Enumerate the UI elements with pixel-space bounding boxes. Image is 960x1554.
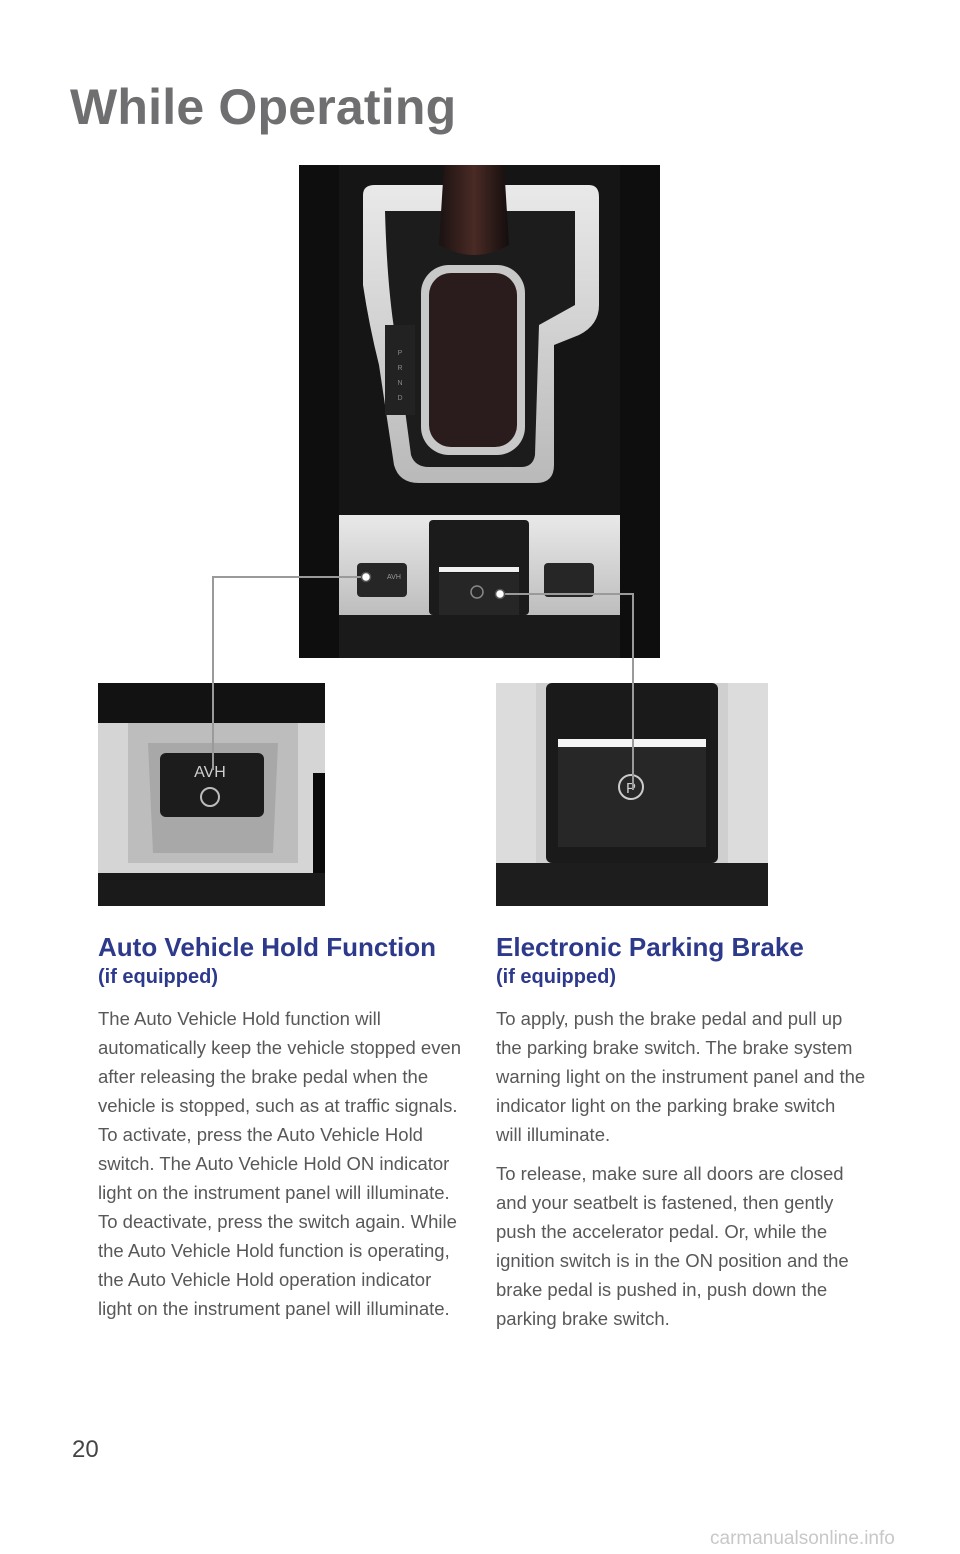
epb-button-label: P: [625, 780, 637, 797]
body-paragraph: To release, make sure all doors are closed and your seatbelt is fastened, then gently push the accelerator pedal. Or, while the ignition switch is in the ON position and the brake pedal is pushed in, push down the parking brake switch.: [496, 1163, 849, 1329]
auto-vehicle-hold-section: [98, 930, 468, 1333]
electronic-parking-brake-section: [496, 930, 866, 1343]
svg-text:R: R: [397, 365, 403, 372]
section-title: Auto Vehicle Hold Function: [98, 932, 436, 962]
body-paragraph: To apply, push the brake pedal and pull up the parking brake switch. The brake system warning light on the instrument panel and the indicator light on the parking brake switch will illuminate.: [496, 1008, 866, 1145]
watermark: carmanualsonline.info: [710, 1528, 895, 1549]
svg-text:P: P: [397, 350, 403, 357]
svg-text:D: D: [397, 395, 403, 402]
section-subtitle: (if equipped): [98, 966, 218, 988]
section-subtitle: (if equipped): [496, 966, 616, 988]
svg-text:N: N: [397, 380, 403, 387]
center-console-photo: [299, 165, 660, 658]
avh-switch-photo: [98, 683, 325, 906]
section-title: Electronic Parking Brake: [496, 932, 804, 962]
main-avh-label: AVH: [387, 574, 401, 581]
avh-button-label: AVH: [194, 764, 226, 781]
epb-switch-photo: [496, 683, 768, 906]
body-paragraph: The Auto Vehicle Hold function will automatically keep the vehicle stopped even after releasing the brake pedal when the vehicle is stopped, such as at traffic signals. To activate, press the Auto Vehicle Hold switch. The Auto Vehicle Hold ON indicator light on the instrument panel will illuminate. To deactivate, press the switch again. While the Auto Vehicle Hold function is operating, the Auto Vehicle Hold operation indicator light on the instrument panel will illuminate.: [98, 1008, 462, 1319]
page-number: 20: [72, 1436, 99, 1463]
page-title: While Operating: [70, 79, 457, 135]
